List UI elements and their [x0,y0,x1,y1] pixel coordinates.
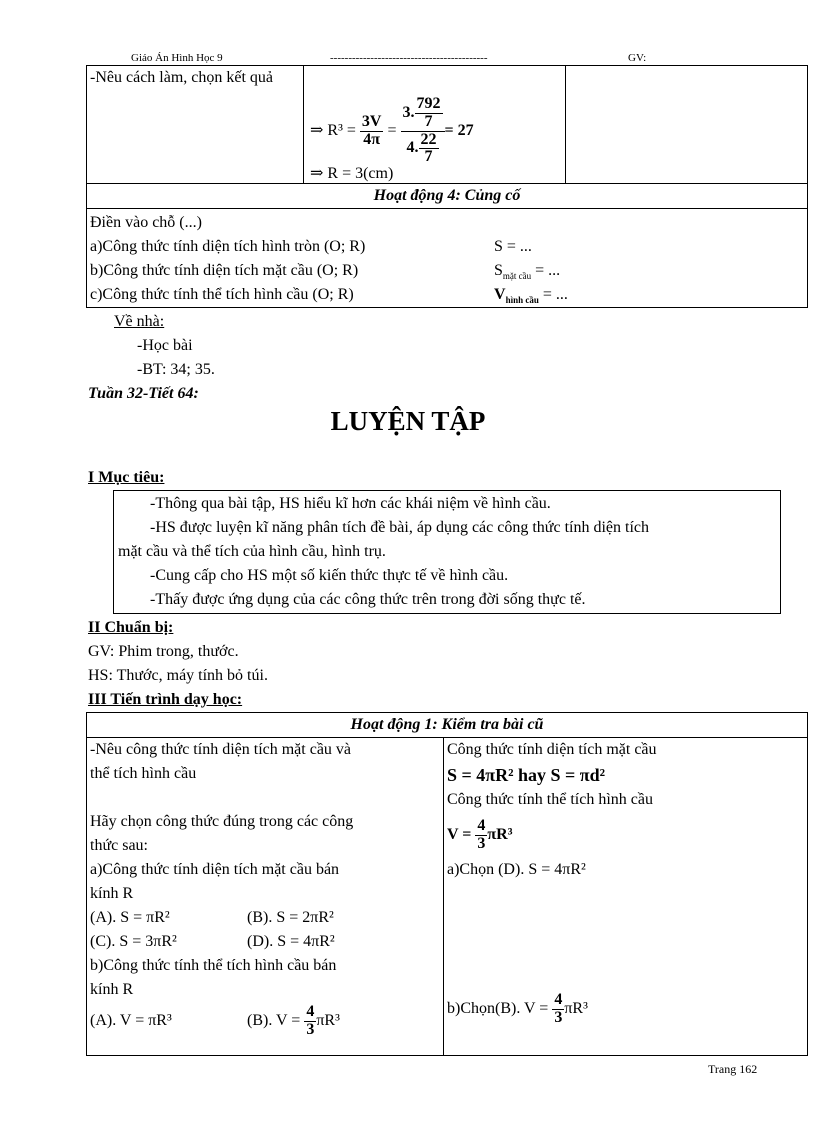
fill-row-a: a)Công thức tính diện tích hình tròn (O; R) S = ... [90,238,532,255]
option-row-cd: (C). S = 3πR² (D). S = 4πR² [90,933,335,950]
left-line-7: b)Công thức tính thể tích hình cầu bán [90,957,337,974]
left-line-4: thức sau: [90,837,148,854]
top-question-cell [87,66,304,184]
fraction-numeric: 3. $\frac{792}{7}$ 4. $\frac{22}{7}$ [401,96,445,166]
right-line-1: Công thức tính diện tích mặt cầu [447,741,657,758]
prep-students: HS: Thước, máy tính bỏ túi. [88,667,268,684]
area-formula: S = 4πR² hay S = πd² [447,765,606,785]
top-formula-cell [304,66,566,184]
section-2-title: II Chuẩn bị: [88,619,174,636]
fill-row-b: b)Công thức tính diện tích mặt cầu (O; R) $S_{mặt cầu}$ = ... [90,262,561,282]
header-dashes: ------------------------------------------- [330,52,488,64]
objective-2: -HS được luyện kĩ năng phân tích đề bài, áp dụng các công thức tính diện tích [150,519,650,536]
fill-row-c: c)Công thức tính thể tích hình cầu (O; R) $V_{hình cầu}$ = ... [90,286,568,306]
left-line-2: thể tích hình cầu [90,765,197,782]
activity-4-heading: Hoạt động 4: Củng cố [87,184,808,209]
page-number: Trang 162 [708,1062,758,1076]
r-cubed-formula: ⇒ R³ = $\frac{3V}{4\pi}$ = 3. $\frac{792}{7}$ 4. $\frac{22}{7}$ = 27 [310,95,474,166]
top-table [86,65,808,308]
activity-1-right [444,738,808,1056]
objective-3: -Cung cấp cho HS một số kiến thức thực tế về hình cầu. [150,567,509,584]
right-line-2: Công thức tính thể tích hình cầu [447,791,653,808]
left-line-6: kính R [90,885,134,902]
homework-line-1: -Học bài [137,337,193,354]
objective-1: -Thông qua bài tập, HS hiểu kĩ hơn các khái niệm về hình cầu. [150,495,551,512]
fraction-3v-4pi: $\frac{3V}{4\pi}$ [361,112,382,148]
activity-1-table [86,712,808,1056]
header-title: Giáo Án Hình Học 9 [131,52,223,64]
left-line-5: a)Công thức tính diện tích mặt cầu bán [90,861,340,878]
r-result: ⇒ R = 3(cm) [310,165,394,182]
left-line-3: Hãy chọn công thức đúng trong các công [90,813,354,830]
option-row-ab: (A). S = πR² (B). S = 2πR² [90,909,334,926]
header-teacher: GV: [628,52,647,64]
option-row-volume: (A). V = πR³ (B). V = $\frac{4}{3}$ πR³ [90,1002,340,1038]
section-3-title: III Tiến trình dạy học: [88,691,243,708]
activity-1-left [87,738,444,1056]
left-line-1: -Nêu công thức tính diện tích mặt cầu và [90,741,352,758]
prep-teacher: GV: Phim trong, thước. [88,643,239,660]
activity-4-content [87,209,808,308]
top-empty-cell [566,66,808,184]
section-1-title: I Mục tiêu: [88,469,165,486]
activity-1-heading: Hoạt động 1: Kiểm tra bài cũ [87,713,808,738]
answer-b: b)Chọn(B). V = $\frac{4}{3}$ πR³ [447,991,588,1026]
answer-a: a)Chọn (D). S = 4πR² [447,861,586,878]
objective-4: -Thấy được ứng dụng của các công thức trên trong đời sống thực tế. [150,591,586,608]
fill-instruction: Điền vào chỗ (...) [90,214,202,231]
homework-title: Về nhà: [114,313,165,330]
page-title: LUYỆN TẬP [330,406,486,436]
objective-2-cont: mặt cầu và thể tích của hình cầu, hình trụ. [118,543,386,560]
volume-formula: V = $\frac{4}{3}$ πR³ [447,816,513,852]
top-question: -Nêu cách làm, chọn kết quả [90,69,274,86]
week-label: Tuần 32-Tiết 64: [88,385,199,402]
left-line-8: kính R [90,981,134,998]
homework-line-2: -BT: 34; 35. [137,361,215,378]
